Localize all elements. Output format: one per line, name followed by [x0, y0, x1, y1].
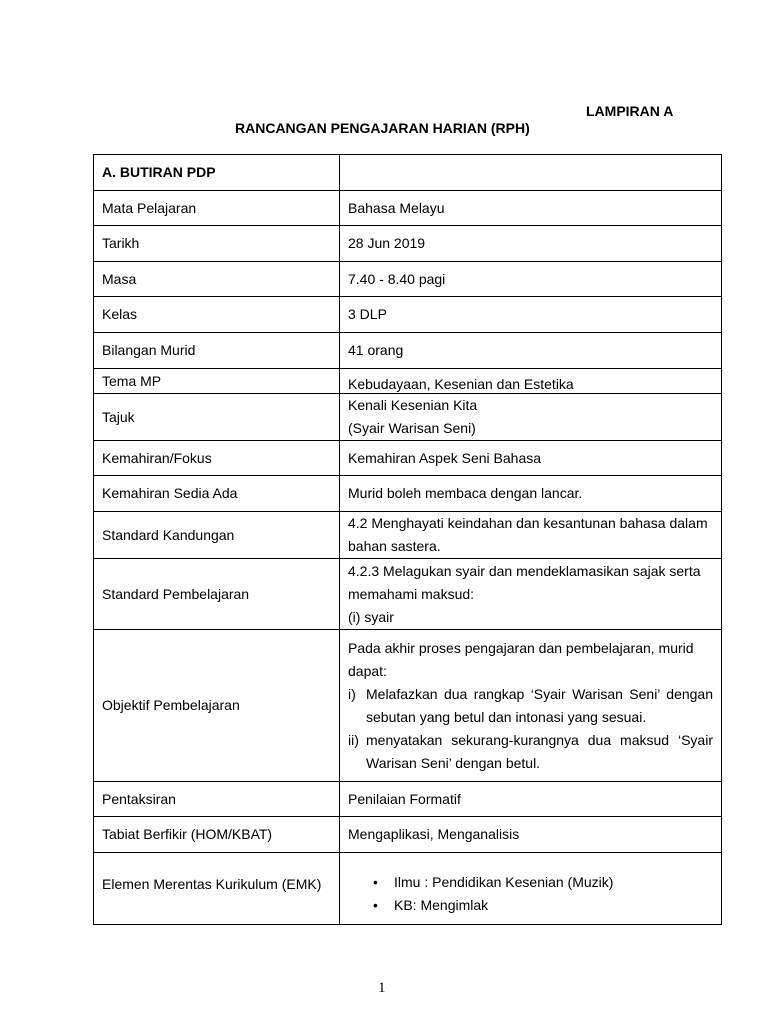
row-label: Objektif Pembelajaran	[94, 630, 340, 782]
table-row	[94, 394, 722, 441]
table-row	[94, 782, 722, 817]
item-number: i)	[348, 685, 356, 702]
row-value: 3 DLP	[340, 297, 722, 333]
row-value: Mengaplikasi, Menganalisis	[340, 817, 722, 853]
row-value: Kebudayaan, Kesenian dan Estetika	[340, 369, 722, 394]
table-row	[94, 512, 722, 559]
table-row	[94, 817, 722, 853]
row-label: Tarikh	[94, 226, 340, 262]
row-value	[340, 630, 722, 782]
row-value: Kemahiran Aspek Seni Bahasa	[340, 441, 722, 476]
table-row	[94, 333, 722, 369]
item-number: ii)	[348, 731, 359, 748]
document-title: RANCANGAN PENGAJARAN HARIAN (RPH)	[235, 120, 530, 136]
list-item: • KB: Mengimlak	[394, 894, 713, 917]
objektif-item	[348, 683, 713, 729]
row-label: Pentaksiran	[94, 782, 340, 817]
row-value	[340, 394, 722, 441]
row-value: 4.2 Menghayati keindahan dan kesantunan bahasa dalam bahan sastera.	[340, 512, 722, 559]
row-label: Kelas	[94, 297, 340, 333]
row-label: Masa	[94, 262, 340, 297]
row-value: Penilaian Formatif	[340, 782, 722, 817]
row-label: Kemahiran Sedia Ada	[94, 476, 340, 512]
lampiran-label: LAMPIRAN A	[586, 103, 674, 119]
row-value: Murid boleh membaca dengan lancar.	[340, 476, 722, 512]
row-value	[340, 853, 722, 925]
tajuk-line: (Syair Warisan Seni)	[348, 420, 476, 436]
table-row	[94, 853, 722, 925]
objektif-item	[348, 729, 713, 775]
row-label: Tajuk	[94, 394, 340, 441]
row-label: Elemen Merentas Kurikulum (EMK)	[94, 853, 340, 925]
table-row	[94, 155, 722, 191]
row-label: Kemahiran/Fokus	[94, 441, 340, 476]
item-text: Melafazkan dua rangkap ‘Syair Warisan Seni’ dengan sebutan yang betul dan intonasi yang sesuai.	[366, 685, 713, 725]
emk-list	[348, 871, 713, 917]
table-row	[94, 297, 722, 333]
table-row	[94, 226, 722, 262]
row-label: Bilangan Murid	[94, 333, 340, 369]
row-label: Standard Kandungan	[94, 512, 340, 559]
table-row	[94, 476, 722, 512]
table-row	[94, 369, 722, 394]
item-text: menyatakan sekurang-kurangnya dua maksud ‘Syair Warisan Seni’ dengan betul.	[366, 731, 713, 771]
objektif-intro: Pada akhir proses pengajaran dan pembelajaran, murid dapat:	[348, 639, 694, 679]
row-value: 41 orang	[340, 333, 722, 369]
table-row	[94, 630, 722, 782]
row-label: Tema MP	[94, 369, 340, 394]
standard-line: (i) syair	[348, 608, 394, 625]
rph-table	[93, 154, 722, 925]
table-row	[94, 559, 722, 630]
table-row	[94, 441, 722, 476]
standard-line: 4.2.3 Melagukan syair dan mendeklamasikan sajak serta memahami maksud:	[348, 562, 701, 602]
section-heading-blank	[340, 155, 722, 191]
section-heading: A. BUTIRAN PDP	[94, 155, 340, 191]
row-value: 7.40 - 8.40 pagi	[340, 262, 722, 297]
row-value: 28 Jun 2019	[340, 226, 722, 262]
table-row	[94, 191, 722, 226]
page-number: 1	[378, 980, 386, 996]
row-label: Tabiat Berfikir (HOM/KBAT)	[94, 817, 340, 853]
list-item: • Ilmu : Pendidikan Kesenian (Muzik)	[394, 871, 713, 894]
row-value	[340, 559, 722, 630]
tajuk-line: Kenali Kesenian Kita	[348, 397, 478, 413]
row-label: Mata Pelajaran	[94, 191, 340, 226]
row-label: Standard Pembelajaran	[94, 559, 340, 630]
row-value: Bahasa Melayu	[340, 191, 722, 226]
table-row	[94, 262, 722, 297]
